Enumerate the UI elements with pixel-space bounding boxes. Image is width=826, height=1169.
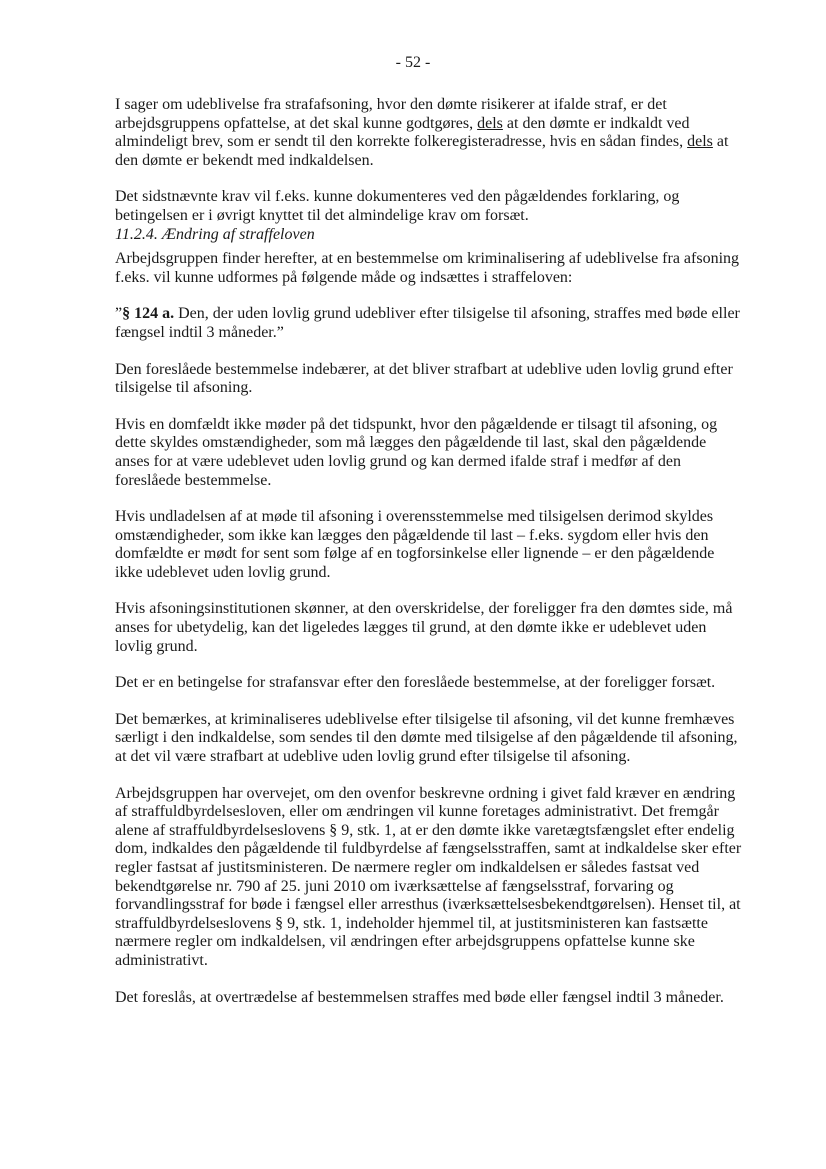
paragraph-11: Det foreslås, at overtrædelse af bestemmelsen straffes med bøde eller fængsel indtil 3 måneder. [115,988,724,1006]
paragraph-5: Hvis en domfældt ikke møder på det tidspunkt, hvor den pågældende er tilsagt til afsoning, og dette skyldes omstændigheder, som må lægges den pågældende til last, skal den pågældende anses for at være udeblevet uden lovlig grund og kan dermed ifalde straf i medfør af den foreslåede bestemmelse. [115,415,718,489]
paragraph-2: Det sidstnævnte krav vil f.eks. kunne dokumenteres ved den pågældendes forklaring, og betingelsen er i øvrigt knyttet til det almindelige krav om forsæt. [115,188,680,224]
page-number: - 52 - [395,54,431,71]
underlined-dels-2: dels [687,133,713,151]
paragraph-4: Den foreslåede bestemmelse indebærer, at det bliver strafbart at udeblive uden lovlig grund efter tilsigelse til afsoning. [115,360,733,397]
paragraph-8: Det er en betingelse for strafansvar efter den foreslåede bestemmelse, at der foreligger forsæt. [115,674,716,692]
paragraph-7: Hvis afsoningsinstitutionen skønner, at den overskridelse, der foreligger fra den dømtes side, må anses for ubetydelig, kan det ligeledes lægges til grund, at den dømte ikke er udeblevet uden lovlig grund. [115,600,733,655]
paragraph-9: Det bemærkes, at kriminaliseres udeblivelse efter tilsigelse til afsoning, vil det kunne fremhæves særligt i den indkaldelse, som sendes til den dømte med tilsigelse af den pågældende til afsoning, at det vil være strafbart at udeblive uden lovlig grund efter tilsigelse til afsoning. [115,710,738,766]
paragraph-1: I sager om udeblivelse fra strafafsoning, hvor den dømte risikerer at ifalde straf, er det arbejdsgruppens opfattelse, at det skal kunne godtgøres, dels at den dømte er indkaldt ved almindeligt brev, som er sendt til den korrekte folkeregisteradresse, hvis en sådan findes, dels at den dømte er bekendt med indkaldelsen. [115,96,729,169]
quoted-provision: ”§ 124 a. Den, der uden lovlig grund udebliver efter tilsigelse til afsoning, straffes med bøde eller fængsel indtil 3 måneder.” [115,305,740,341]
paragraph-6: Hvis undladelsen af at møde til afsoning i overensstemmelse med tilsigelsen derimod skyldes omstændigheder, som ikke kan lægges den pågældende til last – f.eks. sygdom eller hvis den domfældte er mødt for sent som følge af en togforsinkelse eller lignende – er den pågældende ikke udeblevet uden lovlig grund. [115,508,715,581]
underlined-dels-1: dels [477,114,503,132]
page-body [115,96,743,1007]
paragraph-3: Arbejdsgruppen finder herefter, at en bestemmelse om kriminalisering af udeblivelse fra afsoning f.eks. vil kunne udformes på følgende måde og indsættes i straffeloven: [115,250,740,286]
section-heading: 11.2.4. Ændring af straffeloven [115,225,315,243]
provision-section-number: § 124 a. [122,305,175,323]
paragraph-10: Arbejdsgruppen har overvejet, om den ovenfor beskrevne ordning i givet fald kræver en ændring af straffuldbyrdelsesloven, eller om ændringen vil kunne foretages administrativt. Det fremgår alene af straffuldbyrdelseslovens § 9, stk. 1, at er den dømte ikke varetægtsfængslet efter endelig dom, indkaldes den pågældende til fuldbyrdelse af fængselsstraffen, samt at indkaldelse sker efter regler fastsat af justitsministeren. De nærmere regler om indkaldelsen er således fastsat ved bekendtgørelse nr. 790 af 25. juni 2010 om iværksættelse af fængselsstraf, forvaring og forvandlingsstraf for bøde i fængsel eller arresthus (iværksættelsesbekendtgørelsen). Henset til, at straffuldbyrdelseslovens § 9, stk. 1, indeholder hjemmel til, at justitsministeren kan fastsætte nærmere regler om indkaldelsen, vil ændringen efter arbejdsgruppens opfattelse kunne ske administrativt. [115,784,742,969]
